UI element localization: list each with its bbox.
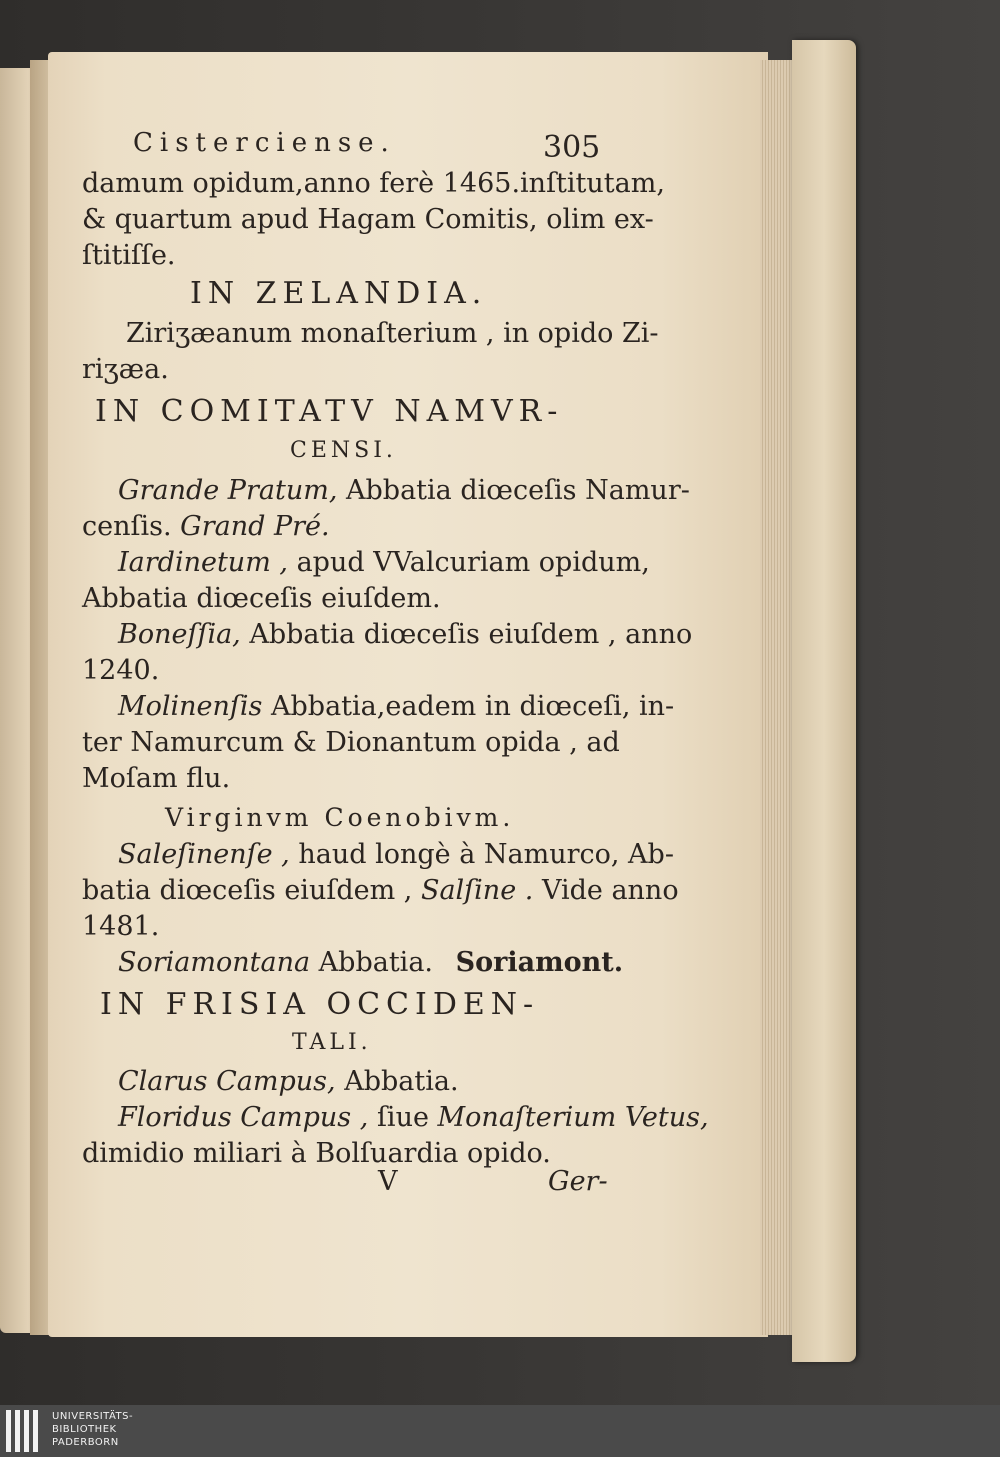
- text-line: Ziriʒæanum monaſterium , in opido Zi-: [126, 318, 659, 349]
- text-line: Abbatia diœceſis eiuſdem.: [82, 583, 441, 614]
- section-heading: IN FRISIA OCCIDEN-: [100, 987, 540, 1022]
- place-name: Salſine .: [420, 875, 534, 906]
- text-line: riʒæa.: [82, 354, 169, 385]
- place-name: Saleſinenſe ,: [118, 839, 290, 870]
- signature-mark: V: [378, 1166, 398, 1197]
- text-fragment: Abbatia.: [318, 947, 433, 978]
- section-heading-continued: CENSI.: [290, 438, 397, 463]
- catchword: Ger-: [548, 1166, 608, 1197]
- text-line: & quartum apud Hagam Comitis, olim ex-: [82, 204, 654, 235]
- text-line: [118, 1102, 709, 1133]
- section-heading: IN COMITATV NAMVR-: [95, 394, 564, 429]
- text-fragment: ſiue: [376, 1102, 429, 1133]
- text-line: 1481.: [82, 911, 160, 942]
- text-fragment: Abbatia.: [344, 1066, 459, 1097]
- library-footer: [0, 1405, 1000, 1457]
- text-line: dimidio miliari à Bolſuardia opido.: [82, 1138, 551, 1169]
- text-fragment: haud longè à Namurco, Ab-: [298, 839, 674, 870]
- blackletter-name: Soriamont.: [455, 947, 624, 978]
- text-line: Moſam flu.: [82, 763, 231, 794]
- text-fragment: batia diœceſis eiuſdem ,: [82, 875, 413, 906]
- library-name-line: PADERBORN: [52, 1437, 119, 1448]
- place-name: Grand Pré.: [180, 511, 330, 542]
- text-line: damum opidum,anno ferè 1465.inſtitutam,: [82, 168, 665, 199]
- text-fragment: Vide anno: [541, 875, 679, 906]
- text-line: [118, 947, 623, 978]
- section-heading-continued: TALI.: [292, 1030, 372, 1055]
- text-line: 1240.: [82, 655, 160, 686]
- text-fragment: Abbatia diœceſis Namur-: [346, 475, 690, 506]
- library-name-line: UNIVERSITÄTS-: [52, 1411, 134, 1422]
- text-line: [118, 839, 674, 870]
- place-name: Clarus Campus,: [118, 1066, 336, 1097]
- text-line: ter Namurcum & Dionantum opida , ad: [82, 727, 620, 758]
- place-name: Boneſſia,: [118, 619, 241, 650]
- text-line: [118, 1066, 459, 1097]
- text-line: [118, 619, 692, 650]
- text-line: [118, 475, 690, 506]
- text-line: [82, 875, 679, 906]
- text-fragment: Abbatia diœceſis eiuſdem , anno: [249, 619, 693, 650]
- place-name: Soriamontana: [118, 947, 311, 978]
- page-number: 305: [543, 130, 601, 165]
- text-fragment: cenſis.: [82, 511, 172, 542]
- text-fragment: apud VValcuriam opidum,: [296, 547, 650, 578]
- place-name: Grande Pratum,: [118, 475, 338, 506]
- text-line: [82, 511, 330, 542]
- text-fragment: Abbatia,eadem in diœceſi, in-: [271, 691, 675, 722]
- text-line: [118, 691, 674, 722]
- running-title: Cisterciense.: [133, 128, 396, 158]
- library-logo-icon: [6, 1410, 44, 1452]
- section-heading: Virginvm Coenobivm.: [165, 803, 515, 832]
- library-name-line: BIBLIOTHEK: [52, 1424, 117, 1435]
- text-line: [118, 547, 650, 578]
- library-name: [52, 1410, 133, 1449]
- place-name: Monaſterium Vetus,: [437, 1102, 709, 1133]
- place-name: Iardinetum ,: [118, 547, 288, 578]
- section-heading: IN ZELANDIA.: [190, 276, 488, 311]
- book-cover-edge: [792, 40, 856, 1362]
- place-name: Floridus Campus ,: [118, 1102, 369, 1133]
- place-name: Molinenſis: [118, 691, 263, 722]
- text-line: ſtitiſſe.: [82, 240, 176, 271]
